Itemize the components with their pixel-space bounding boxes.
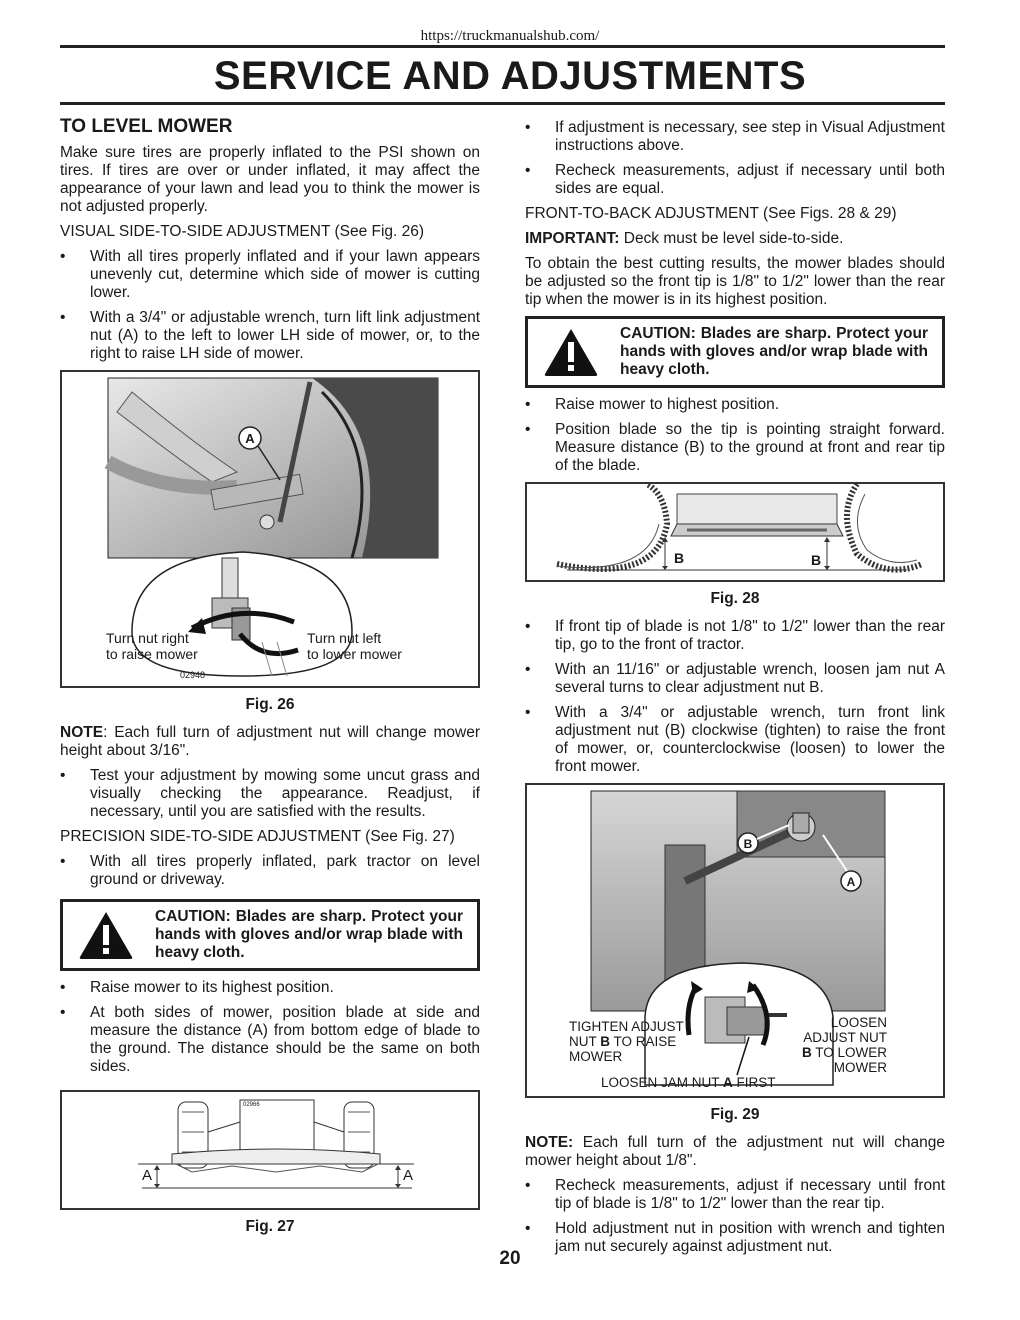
header-rule-top <box>60 45 945 48</box>
fig28-label-b-rear: B <box>811 552 822 568</box>
important-note: IMPORTANT: Deck must be level side-to-side. <box>525 230 844 247</box>
figure-26 <box>60 370 480 688</box>
caution-box-right <box>525 316 945 388</box>
source-url: https://truckmanualshub.com/ <box>420 28 600 44</box>
figure-27 <box>60 1090 480 1210</box>
warning-icon <box>77 909 135 961</box>
fig29-label-b: B <box>743 837 753 851</box>
list-item: • Raise mower to highest position. <box>525 396 945 414</box>
list-item: • At both sides of mower, position blade at side and measure the distance (A) from bottom edge of blade to the ground. The distance should be the same on both sides. <box>60 1004 480 1076</box>
fig28-caption: Fig. 28 <box>710 590 760 607</box>
right-column <box>525 119 945 1263</box>
fig27-label-a-right: A <box>403 1167 414 1184</box>
list-item: • Raise mower to its highest position. <box>60 979 480 997</box>
caution-text: CAUTION: Blades are sharp. Protect your hands with gloves and/or wrap blade with heavy cloth. <box>155 908 463 961</box>
figure-29 <box>525 783 945 1098</box>
precision-adjustment-heading: PRECISION SIDE-TO-SIDE ADJUSTMENT (See Fig. 27) <box>60 828 455 845</box>
note-paragraph: NOTE: Each full turn of the adjustment nut will change mower height about 1/8". <box>525 1134 945 1169</box>
list-item: • With all tires properly inflated and if your lawn appears unevenly cut, determine which side of mower is cutting lower. <box>60 248 480 302</box>
caution-box-left <box>60 899 480 971</box>
list-item: • If adjustment is necessary, see step in Visual Adjustment instructions above. <box>525 119 945 155</box>
fig29-jam-nut-label: LOOSEN JAM NUT A FIRST <box>601 1075 776 1090</box>
fig27-illustration <box>62 1092 478 1208</box>
note-paragraph: NOTE: Each full turn of adjustment nut will change mower height about 3/16". <box>60 724 480 759</box>
fig27-caption: Fig. 27 <box>245 1218 295 1235</box>
list-item: • Hold adjustment nut in position with wrench and tighten jam nut securely against adjustment nut. <box>525 1220 945 1256</box>
front-to-back-heading: FRONT-TO-BACK ADJUSTMENT (See Figs. 28 & 29) <box>525 205 897 222</box>
fig28-illustration <box>527 484 943 580</box>
fig26-turn-right-label: Turn nut right to raise mower <box>106 630 198 662</box>
visual-adjustment-heading: VISUAL SIDE-TO-SIDE ADJUSTMENT (See Fig. 26) <box>60 223 425 240</box>
fig28-label-b-front: B <box>674 550 685 566</box>
list-item: • With all tires properly inflated, park tractor on level ground or driveway. <box>60 853 480 889</box>
list-item: • Position blade so the tip is pointing straight forward. Measure distance (B) to the ground at front and rear tip of the blade. <box>525 421 945 475</box>
warning-icon <box>542 326 600 378</box>
fig29-loosen-label: LOOSEN ADJUST NUT B TO LOWER MOWER <box>801 1015 887 1075</box>
fig26-label-a: A <box>245 431 255 446</box>
list-item: • If front tip of blade is not 1/8" to 1/2" lower than the rear tip, go to the front of tractor. <box>525 618 945 654</box>
fig27-code: 02966 <box>243 1102 260 1108</box>
list-item: • With a 3/4" or adjustable wrench, turn front link adjustment nut (B) clockwise (tighten) to raise the front of mower, or, counterclockwise (loosen) to lower the front mower. <box>525 704 945 776</box>
list-item: • Test your adjustment by mowing some uncut grass and visually checking the appearance. Readjust, if necessary, until you are satisfied with the results. <box>60 767 480 821</box>
page-title: SERVICE AND ADJUSTMENTS <box>213 54 807 98</box>
fig27-label-a-left: A <box>142 1167 153 1184</box>
fig29-tighten-label: TIGHTEN ADJUST NUT B TO RAISE MOWER <box>569 1019 684 1064</box>
best-cutting-paragraph: To obtain the best cutting results, the mower blades should be adjusted so the front tip is 1/8" to 1/2" lower than the rear tip when the mower is in its highest position. <box>525 255 945 308</box>
page-number: 20 <box>499 1248 521 1269</box>
fig26-code: 02948 <box>180 670 206 680</box>
fig26-caption: Fig. 26 <box>245 696 295 713</box>
fig29-caption: Fig. 29 <box>710 1106 760 1123</box>
fig29-label-a: A <box>846 875 856 889</box>
fig26-turn-left-label: Turn nut left to lower mower <box>307 630 402 662</box>
list-item: • Recheck measurements, adjust if necessary until front tip of blade is 1/8" to 1/2" lower than the rear tip. <box>525 1177 945 1213</box>
header-rule-bottom <box>60 102 945 105</box>
list-item: • Recheck measurements, adjust if necessary until both sides are equal. <box>525 162 945 198</box>
caution-text: CAUTION: Blades are sharp. Protect your hands with gloves and/or wrap blade with heavy cloth. <box>620 325 928 378</box>
list-item: • With a 3/4" or adjustable wrench, turn lift link adjustment nut (A) to the left to lower LH side of mower, or, to the right to raise LH side of mower. <box>60 309 480 363</box>
intro-paragraph: Make sure tires are properly inflated to the PSI shown on tires. If tires are over or under inflated, it may affect the appearance of your lawn and lead you to think the mower is not adjusted properly. <box>60 144 480 215</box>
figure-28 <box>525 482 945 582</box>
list-item: • With an 11/16" or adjustable wrench, loosen jam nut A several turns to clear adjustment nut B. <box>525 661 945 697</box>
left-column <box>60 118 480 1246</box>
section-heading-level-mower: TO LEVEL MOWER <box>60 116 233 137</box>
